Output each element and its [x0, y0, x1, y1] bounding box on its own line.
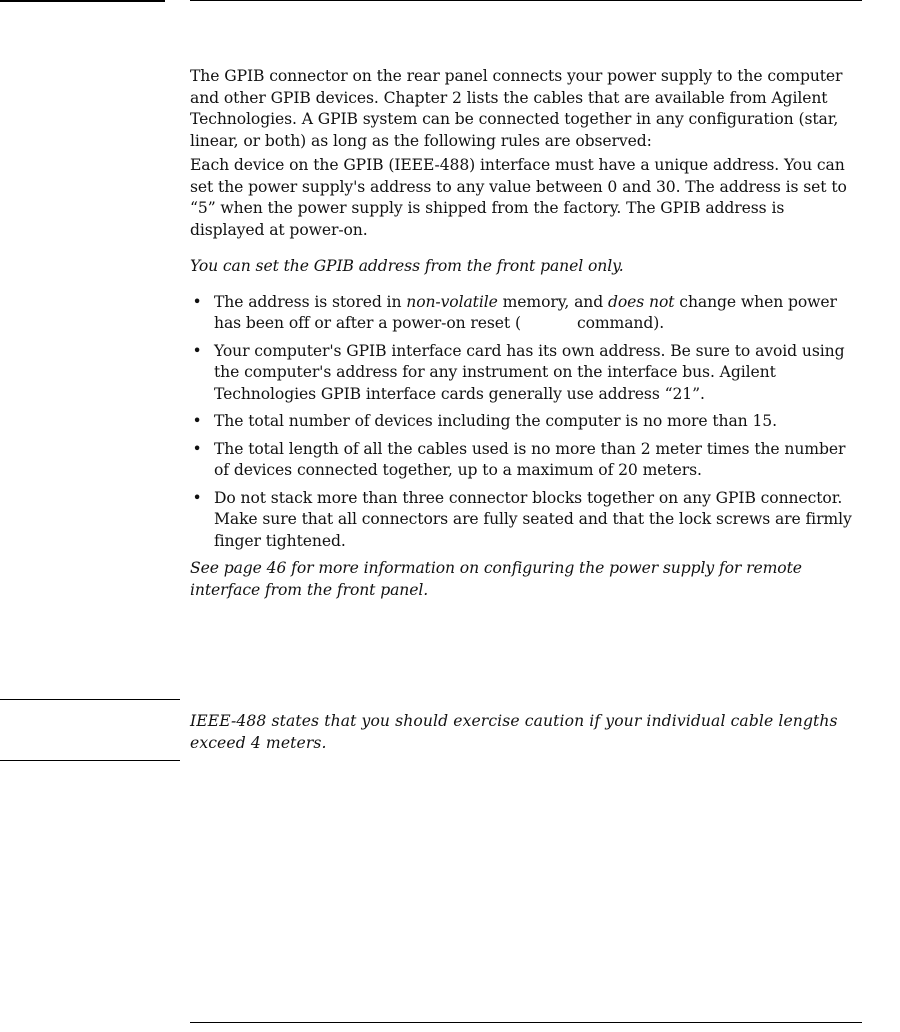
intro-paragraph: The GPIB connector on the rear panel connects your power supply to the computer and other GPIB devices. Chapter 2 lists the cables that are available from Agilent Technologies. A GPIB system can be connected together in any configuration (star, linear, or both) as long as the following rules are observed:: [190, 67, 843, 150]
footer-rule: [190, 1022, 862, 1023]
bullet-text: command).: [576, 314, 665, 332]
bullet-text: The total number of devices including the computer is no more than 15.: [214, 412, 777, 430]
bullet-text: The address is stored in: [214, 292, 407, 311]
bullet-icon: •: [192, 341, 202, 360]
bullet-icon: •: [192, 488, 202, 507]
address-rule-paragraph: Each device on the GPIB (IEEE-488) interface must have a unique address. You can set the power supply's address to any value between 0 and 30. The address is set to “5” when the power supply is shipped from the factory. The GPIB address is displayed at power-on.: [190, 156, 847, 239]
header-rule-right: [190, 0, 862, 1]
rules-list: [190, 292, 862, 553]
list-item: [190, 439, 862, 482]
gpib-section: [190, 66, 862, 601]
caution-note: IEEE-488 states that you should exercise caution if your individual cable lengths exceed 4 meters.: [190, 712, 838, 752]
see-page-reference: See page 46 for more information on configuring the power supply for remote interface from the front panel.: [190, 559, 802, 599]
front-panel-note: You can set the GPIB address from the front panel only.: [190, 257, 624, 275]
emphasis-text: does not: [607, 292, 675, 311]
list-item: [190, 341, 862, 406]
bullet-text: Do not stack more than three connector blocks together on any GPIB connector. Make sure that all connectors are fully seated and that the lock screws are firmly finger tightened.: [214, 488, 852, 550]
bullet-icon: •: [192, 439, 202, 458]
bullet-text: change when power has been off or after a power-on reset (: [214, 292, 837, 332]
bullet-icon: •: [192, 292, 202, 311]
bullet-icon: •: [192, 412, 202, 430]
bullet-text: memory, and: [497, 292, 608, 311]
bullet-text: The total length of all the cables used is no more than 2 meter times the number of devices connected together, up to a maximum of 20 meters.: [214, 439, 846, 479]
emphasis-text: non-volatile: [406, 292, 498, 311]
bullet-text: Your computer's GPIB interface card has its own address. Be sure to avoid using the computer's address for any instrument on the interface bus. Agilent Technologies GPIB interface cards generally use address “21”.: [214, 341, 845, 403]
list-item: [190, 411, 862, 433]
list-item: [190, 488, 862, 553]
list-item: [190, 292, 862, 335]
caution-rule-top: [0, 699, 180, 700]
header-rule-left: [0, 0, 165, 2]
caution-rule-bottom: [0, 760, 180, 761]
